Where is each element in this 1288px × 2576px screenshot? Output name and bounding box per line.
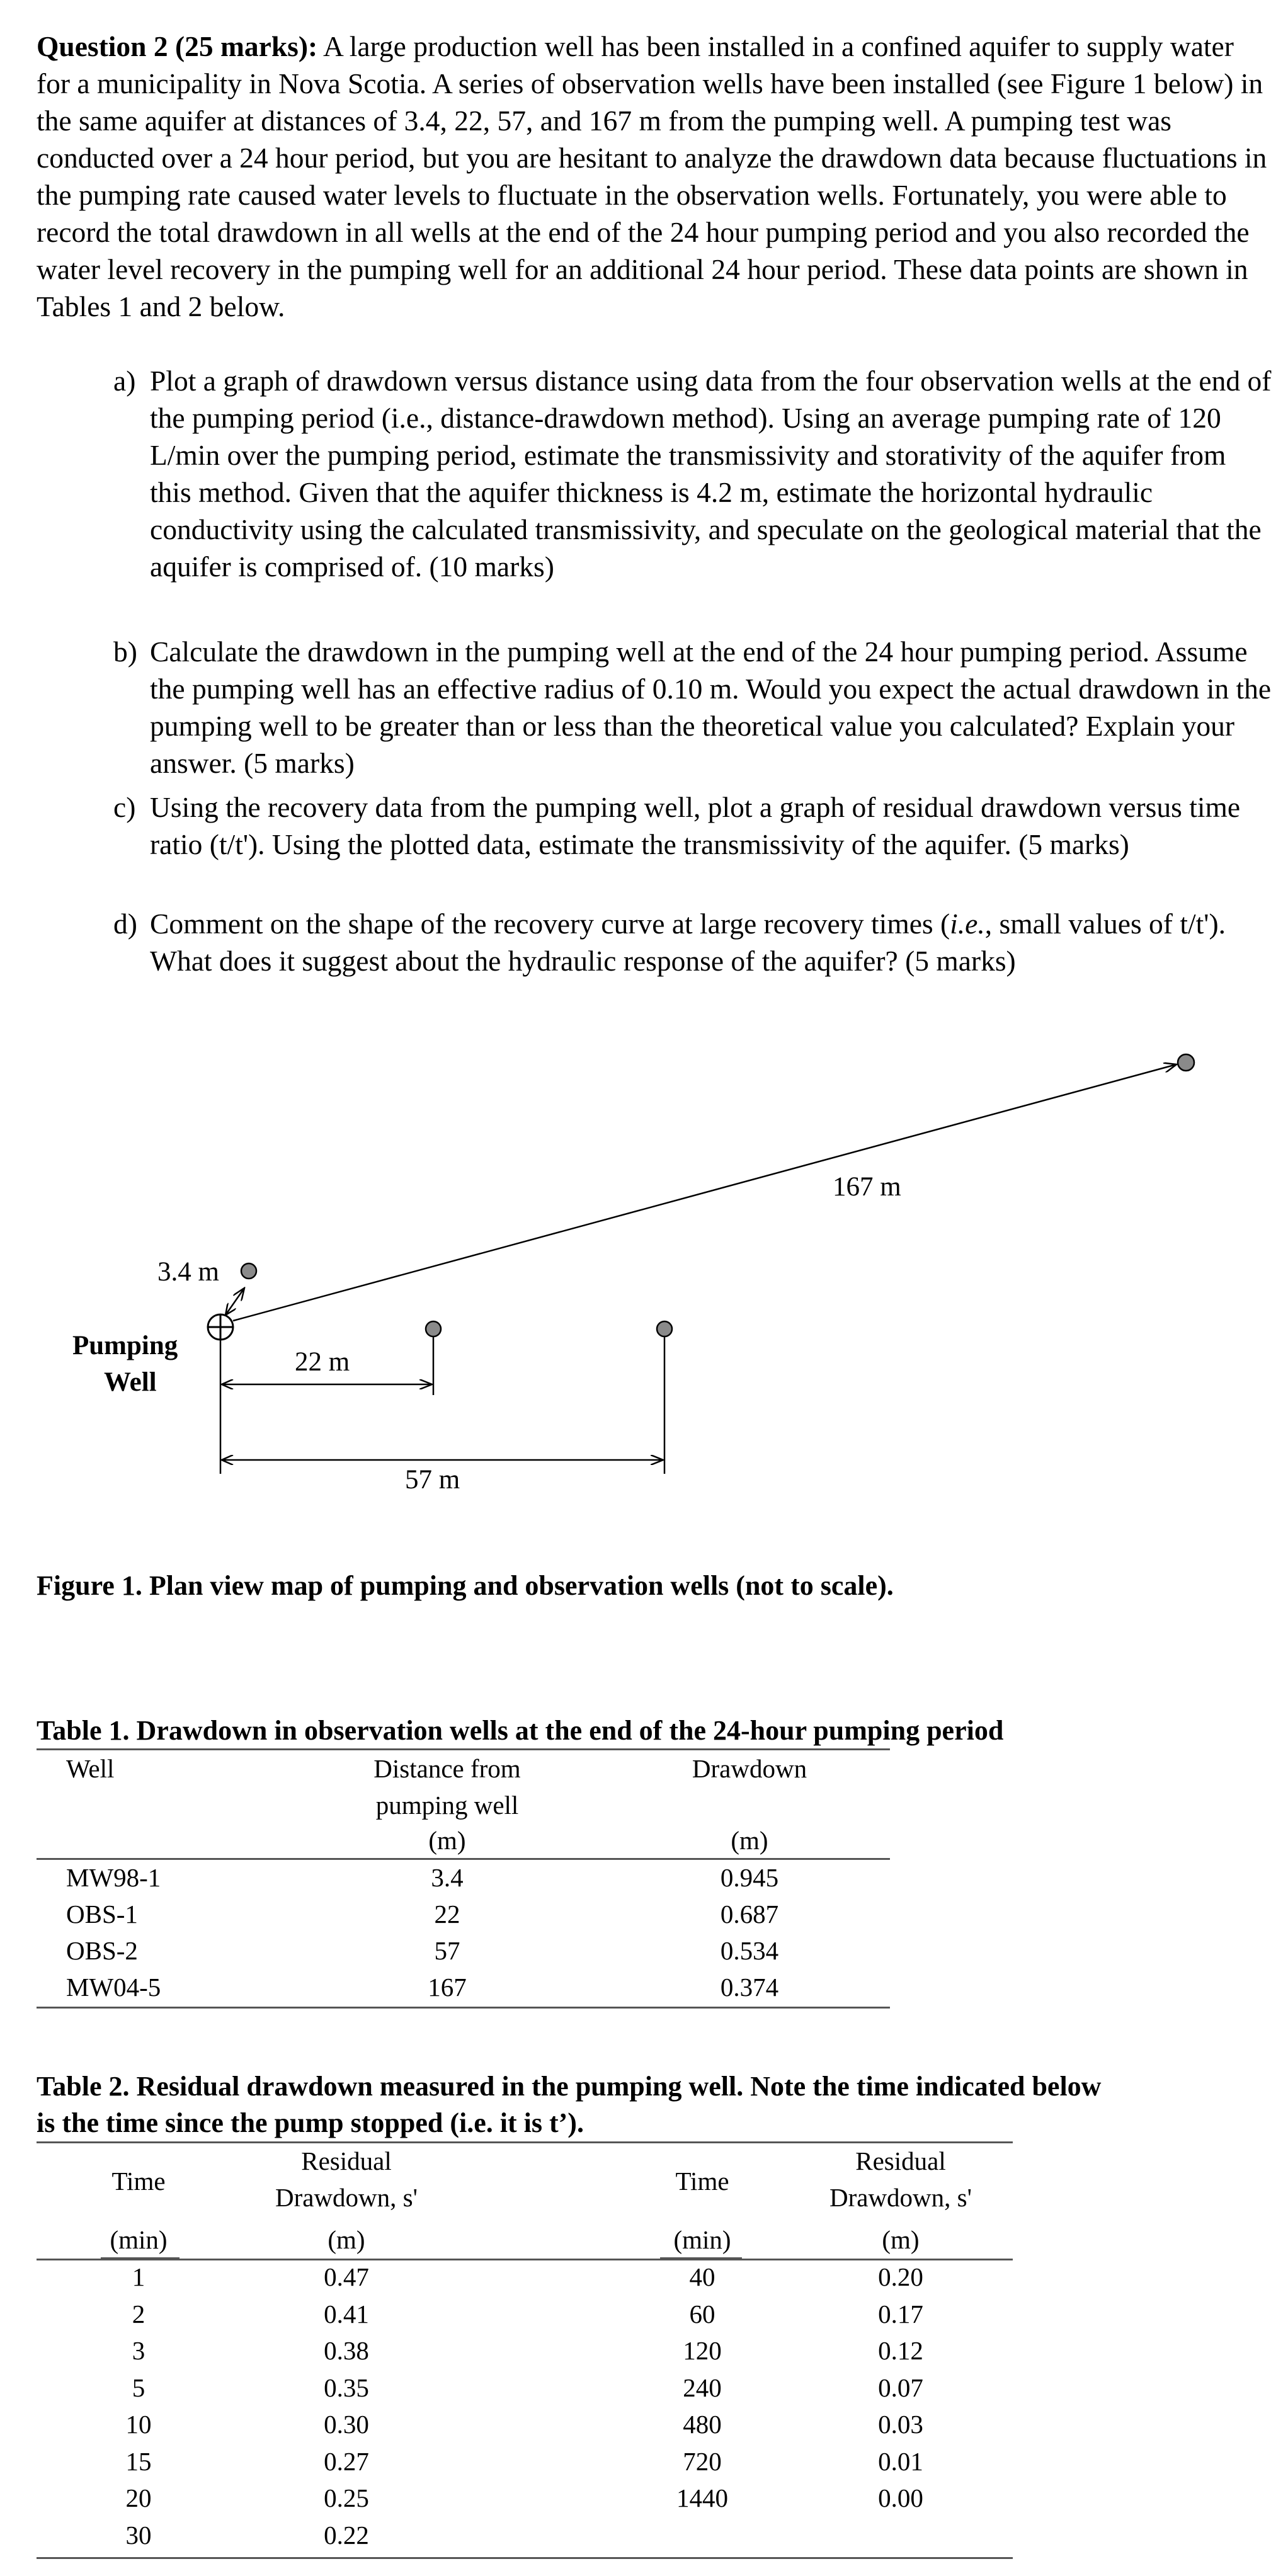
table2-cell-drawdown: 0.38 [324, 2336, 369, 2365]
table1-caption: Table 1. Drawdown in observation wells at the end of the 24-hour pumping period [37, 1715, 1004, 1746]
table2-cell-time: 30 [125, 2520, 152, 2550]
table1-header-distance-2: pumping well [375, 1791, 519, 1820]
part-c-text: Using the recovery data from the pumping well, plot a graph of residual drawdown versus time ratio (t/t'). Using the plotted data, estimate the transmissivity of the aquifer. (5 marks) [150, 791, 1241, 860]
table2-cell-time: 15 [125, 2446, 152, 2476]
label-pumping: Pumping [72, 1331, 178, 1360]
part-c-letter: c) [113, 791, 136, 823]
table2-cell-drawdown: 0.22 [324, 2520, 369, 2550]
part-a-text: Plot a graph of drawdown versus distance using data from the four observation wells at the end of the pumping period (i.e., distance-drawdown method). Using an average pumping rate of 120 L/min over the pumping period, estimate the transmissivity and storativity of the aquifer from this method. Given that the aquifer thickness is 4.2 m, estimate the horizontal hydraulic conductivity using the calculated transmissivity, and speculate on the geological material that the aquifer is comprised of. (10 marks) [150, 365, 1272, 583]
table2-header-resid-unit-right: (m) [882, 2225, 920, 2254]
table2-header-time-unit-left: (min) [110, 2225, 168, 2254]
table2-cell-time: 5 [132, 2373, 145, 2402]
label-well: Well [104, 1367, 157, 1397]
table2-header-time-unit-right: (min) [673, 2225, 731, 2254]
table1-header-distance-unit: (m) [428, 1826, 466, 1855]
table2-cell-drawdown: 0.27 [324, 2446, 369, 2476]
table1-cell-drawdown: 0.945 [720, 1863, 779, 1892]
part-d-text-2: , small values of t/t'). What does it suggest about the hydraulic response of the aquifer? (5 marks) [150, 908, 1226, 977]
table1-header-drawdown-unit: (m) [731, 1826, 768, 1855]
table1-cell-distance: 3.4 [431, 1863, 464, 1892]
table2-header-resid-unit-left: (m) [328, 2225, 365, 2254]
table1-cell-well: MW98-1 [66, 1863, 161, 1892]
table2-cell-time: 720 [683, 2446, 722, 2476]
question-heading: Question 2 (25 marks): [37, 30, 318, 62]
table1-cell-distance: 57 [434, 1936, 460, 1965]
table1-cell-distance: 22 [434, 1900, 460, 1929]
table2-header-resid1-left: Residual [301, 2146, 392, 2175]
table2-cell-drawdown: 0.35 [324, 2373, 369, 2402]
table2-cell-time: 10 [125, 2410, 152, 2439]
table2-cell-drawdown: 0.00 [878, 2483, 923, 2512]
part-b-letter: b) [113, 635, 137, 668]
observation-well-22m [426, 1321, 441, 1336]
arrow-167m [233, 1064, 1177, 1321]
table1-header-drawdown: Drawdown [692, 1754, 807, 1783]
table2-cell-drawdown: 0.03 [878, 2410, 923, 2439]
part-d-text-1: Comment on the shape of the recovery curve at large recovery times ( [150, 908, 950, 940]
label-22m: 22 m [295, 1347, 350, 1377]
observation-well-167m [1178, 1054, 1194, 1071]
table1-cell-drawdown: 0.374 [720, 1973, 779, 2002]
table2-cell-drawdown: 0.01 [878, 2446, 923, 2476]
label-167m: 167 m [833, 1172, 901, 1202]
table1-cell-drawdown: 0.687 [720, 1900, 779, 1929]
table2-cell-drawdown: 0.30 [324, 2410, 369, 2439]
observation-well-57m [657, 1321, 672, 1336]
observation-well-3-4m [241, 1263, 256, 1279]
figure-caption: Figure 1. Plan view map of pumping and observation wells (not to scale). [37, 1570, 894, 1601]
table2-header-time-right: Time [675, 2167, 729, 2196]
part-a-letter: a) [113, 365, 136, 397]
table2-header-resid2-left: Drawdown, s' [275, 2183, 418, 2212]
table2-cell-time: 1 [132, 2262, 145, 2291]
part-d-ie: i.e. [950, 908, 985, 940]
table1-bottom-rule [37, 2007, 890, 2009]
table1-header-well: Well [66, 1754, 115, 1783]
table2-cell-time: 20 [125, 2483, 152, 2512]
table2-header-resid1-right: Residual [855, 2146, 946, 2175]
table1-cell-distance: 167 [428, 1973, 467, 2002]
part-b-text: Calculate the drawdown in the pumping well at the end of the 24 hour pumping period. Assume the pumping well has an effective radius of 0.10 m. Would you expect the actual drawdown in the pumping well to be greater than or less than the theoretical value you calculated? Explain your answer. (5 marks) [150, 635, 1272, 779]
arrow-3-4m [225, 1288, 244, 1315]
table1-cell-well: OBS-2 [66, 1936, 138, 1965]
label-57m: 57 m [405, 1465, 460, 1495]
table2-header-resid2-right: Drawdown, s' [829, 2183, 972, 2212]
table2-cell-drawdown: 0.25 [324, 2483, 369, 2512]
table2-cell-time: 3 [132, 2336, 145, 2365]
part-d-letter: d) [113, 908, 137, 940]
table1-header-distance-1: Distance from [373, 1754, 521, 1783]
table2-cell-drawdown: 0.07 [878, 2373, 923, 2402]
table2-cell-time: 40 [689, 2262, 715, 2291]
table2-cell-time: 1440 [676, 2483, 728, 2512]
table2-cell-time: 480 [683, 2410, 722, 2439]
table2-cell-drawdown: 0.20 [878, 2262, 923, 2291]
pumping-well-icon [208, 1314, 233, 1340]
label-3-4m: 3.4 m [157, 1257, 219, 1287]
table2-header-time-left: Time [111, 2167, 166, 2196]
question-intro-text: A large production well has been installed in a confined aquifer to supply water for a municipality in Nova Scotia. A series of observation wells have been installed (see Figure 1 below) in the same aquifer at distances of 3.4, 22, 57, and 167 m from the pumping well. A pumping test was conducted over a 24 hour period, but you are hesitant to analyze the drawdown data because fluctuations in the pumping rate caused water levels to fluctuate in the observation wells. Fortunately, you were able to record the total drawdown in all wells at the end of the 24 hour pumping period and you also recorded the water level recovery in the pumping well for an additional 24 hour period. These data points are shown in Tables 1 and 2 below. [37, 30, 1267, 322]
table1-cell-drawdown: 0.534 [720, 1936, 779, 1965]
table1-cell-well: OBS-1 [66, 1900, 138, 1929]
table2-caption-line2: is the time since the pump stopped (i.e. it is t’). [37, 2107, 584, 2138]
table2-cell-time: 60 [689, 2299, 715, 2328]
table2-cell-drawdown: 0.41 [324, 2299, 369, 2328]
table2-cell-time: 120 [683, 2336, 722, 2365]
table1-cell-well: MW04-5 [66, 1973, 161, 2002]
table2-cell-drawdown: 0.47 [324, 2262, 369, 2291]
table2-cell-time: 2 [132, 2299, 145, 2328]
table2-cell-time: 240 [683, 2373, 722, 2402]
table2-cell-drawdown: 0.12 [878, 2336, 923, 2365]
table2-caption-line1: Table 2. Residual drawdown measured in the pumping well. Note the time indicated below [37, 2071, 1102, 2102]
table2-cell-drawdown: 0.17 [878, 2299, 923, 2328]
table2-bottom-rule [37, 2557, 1013, 2559]
